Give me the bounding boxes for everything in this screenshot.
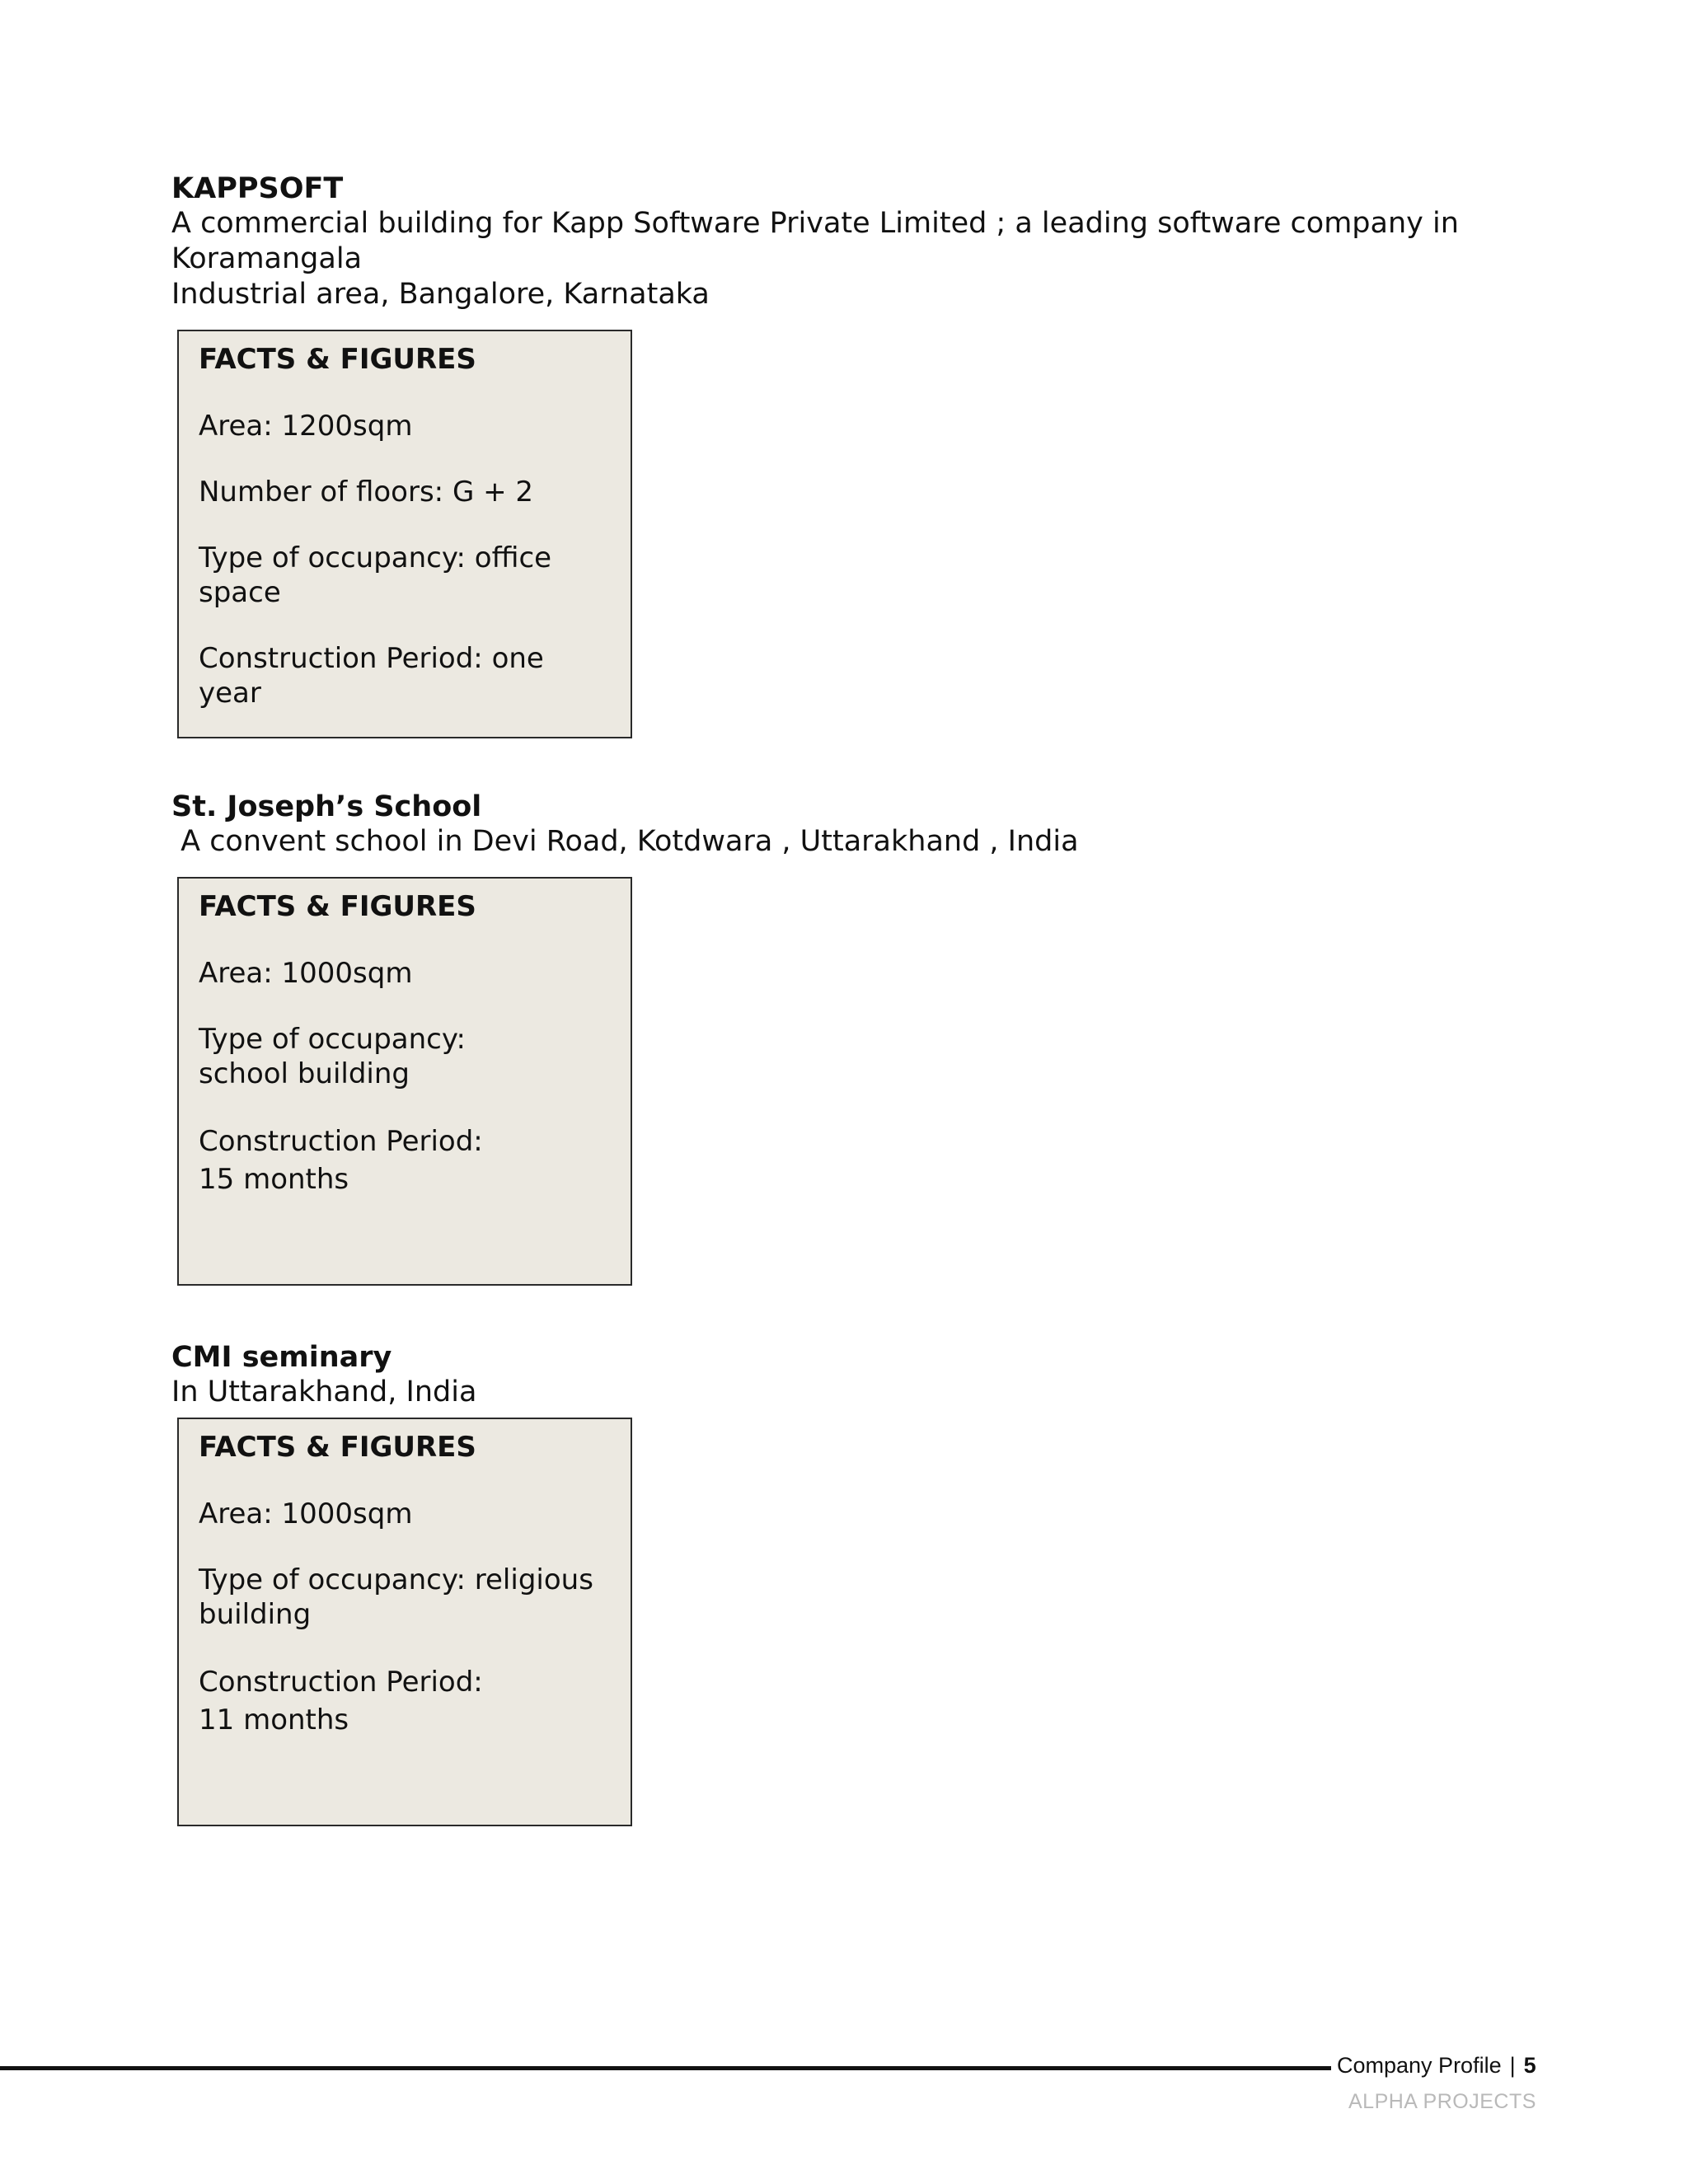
project-location: Industrial area, Bangalore, Karnataka: [171, 278, 710, 311]
facts-heading: FACTS & FIGURES: [199, 343, 476, 376]
project-description: Koramangala: [171, 242, 363, 275]
fact-area: Area: 1000sqm: [199, 1497, 413, 1530]
project-cmi-seminary: [171, 1340, 1490, 1410]
project-location: In Uttarakhand, India: [171, 1376, 477, 1408]
fact-occupancy: Type of occupancy: school building: [199, 1023, 466, 1090]
facts-box-st-josephs-school: [177, 877, 632, 1286]
fact-area: Area: 1000sqm: [199, 957, 413, 990]
facts-box-cmi-seminary: [177, 1418, 632, 1826]
project-kappsoft: [171, 171, 1490, 312]
footer-rule: [0, 2066, 1331, 2070]
footer-separator: |: [1509, 2053, 1516, 2078]
footer-label: [1337, 2052, 1536, 2079]
page-number: 5: [1523, 2053, 1536, 2078]
fact-construction-period: Construction Period: 11 months: [199, 1666, 483, 1736]
fact-area: Area: 1200sqm: [199, 410, 413, 443]
facts-heading: FACTS & FIGURES: [199, 890, 476, 923]
fact-occupancy: Type of occupancy: office space: [199, 541, 552, 609]
project-description: A convent school in Devi Road, Kotdwara , Uttarakhand , India: [171, 825, 1079, 858]
footer-title: Company Profile: [1337, 2053, 1502, 2078]
facts-heading: FACTS & FIGURES: [199, 1431, 476, 1464]
footer-company-name: ALPHA PROJECTS: [1348, 2090, 1536, 2113]
project-st-josephs-school: [171, 790, 1490, 860]
project-title: KAPPSOFT: [171, 172, 344, 205]
fact-construction-period: Construction Period: 15 months: [199, 1125, 483, 1196]
project-title: St. Joseph’s School: [171, 790, 482, 823]
project-title: CMI seminary: [171, 1341, 392, 1374]
project-description: A commercial building for Kapp Software Private Limited ; a leading software company in: [171, 207, 1459, 240]
fact-construction-period: Construction Period: one year: [199, 642, 544, 710]
fact-occupancy: Type of occupancy: religious building: [199, 1563, 593, 1631]
fact-floors: Number of floors: G + 2: [199, 476, 534, 509]
facts-box-kappsoft: [177, 330, 632, 738]
